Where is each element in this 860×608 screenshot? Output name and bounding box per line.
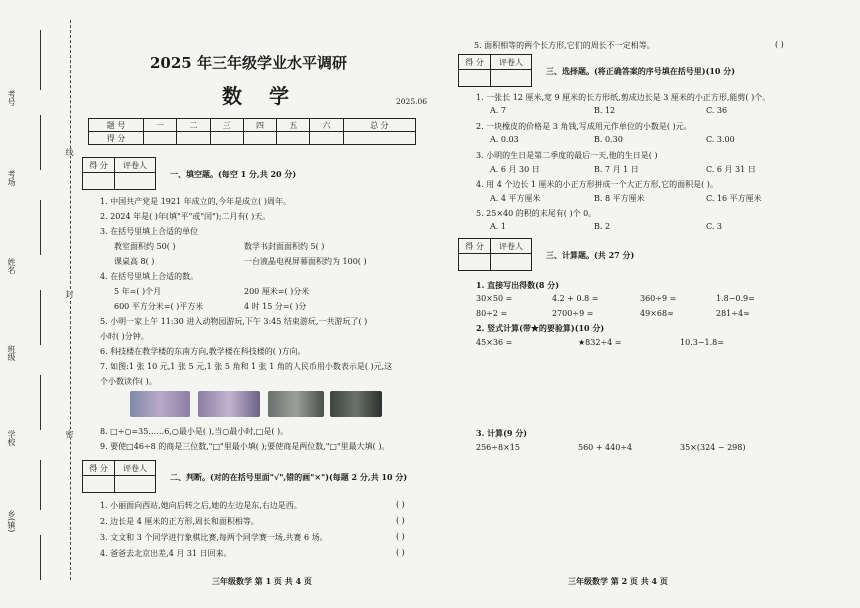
- calc-item: 1.8−0.9=: [716, 294, 755, 303]
- grader-box-1: [82, 157, 156, 190]
- dashed-label-mi: 密: [65, 430, 74, 438]
- sec1-q5-line1: 5. 小明一家上午 11:30 进入动物园游玩,下午 3:45 结束游玩,一共游玩了( ): [100, 317, 368, 326]
- calc-item: 281÷4≈: [716, 309, 750, 318]
- score-cell: 四: [243, 119, 276, 132]
- sec2-q2: 2. 边长是 4 厘米的正方形,周长和面积相等。: [100, 517, 259, 526]
- banknote-5-yuan-image: [198, 391, 260, 417]
- grader-score-cell[interactable]: [83, 476, 115, 493]
- label-xuexiao: 学校: [7, 430, 16, 446]
- mixed-calc-item: 560 + 440÷4: [578, 443, 633, 452]
- grader-name-cell[interactable]: [115, 476, 156, 493]
- banknote-5-jiao-image: [268, 391, 324, 417]
- sec3-q4-option-b: B. 8 平方厘米: [594, 194, 645, 203]
- sec3-q1-option-b: B. 12: [594, 106, 616, 115]
- sec2-q4-answer[interactable]: ( ): [396, 548, 405, 557]
- exam-title: 2025 年三年级学业水平调研: [150, 54, 347, 72]
- sec1-q3a: 教室面积约 50( ): [114, 242, 176, 251]
- kaochang-line: [40, 115, 41, 170]
- sec1-q5-line2: 小时( )分钟。: [100, 332, 149, 341]
- grader-label: 评卷人: [115, 158, 156, 173]
- sec1-title: 一、填空题。(每空 1 分,共 20 分): [170, 169, 297, 179]
- sec3-q2-option-a: A. 0.03: [490, 135, 519, 144]
- grader-score-cell[interactable]: [459, 70, 491, 87]
- calc-item: 80÷2 =: [476, 309, 508, 318]
- score-table: [88, 118, 416, 145]
- grader-score-label: 得 分: [83, 158, 115, 173]
- score-cell[interactable]: [310, 132, 343, 145]
- score-cell: 五: [277, 119, 310, 132]
- banknote-10-yuan-image: [130, 391, 190, 417]
- calc-item: 30×50 =: [476, 294, 513, 303]
- calc-item: 4.2 + 0.8 =: [552, 294, 599, 303]
- calc-item: 2700÷9 =: [552, 309, 594, 318]
- sec3-q3-option-a: A. 6 月 30 日: [490, 165, 540, 174]
- xiang-line-2: [40, 535, 41, 580]
- sec1-q7-line1: 7. 如图:1 张 10 元,1 张 5 元,1 张 5 角和 1 张 1 角的人民币用小数表示是( )元,这: [100, 362, 393, 371]
- mixed-calc-item: 35×(324 − 298): [680, 443, 746, 452]
- sec4-part2: 2. 竖式计算(带★的要验算)(10 分): [476, 323, 605, 333]
- grader-name-cell[interactable]: [491, 70, 532, 87]
- score-cell[interactable]: [144, 132, 177, 145]
- sec3-q1: 1. 一张长 12 厘米,宽 9 厘米的长方形纸,剪成边长是 3 厘米的小正方形,能剪( )个。: [476, 93, 771, 102]
- sec1-q3c: 课桌高 8( ): [114, 257, 155, 266]
- sec2-title: 二、判断。(对的在括号里面"√",错的画"×")(每题 2 分,共 10 分): [170, 472, 408, 482]
- sec3-title: 三、选择题。(将正确答案的序号填在括号里)(10 分): [546, 66, 736, 76]
- score-cell[interactable]: [177, 132, 210, 145]
- sec3-q2-option-c: C. 3.00: [706, 135, 735, 144]
- sec1-q6: 6. 科技楼在教学楼的东南方向,教学楼在科技楼的( )方向。: [100, 347, 306, 356]
- sec1-q8: 8. □÷○=35……6,○最小是( ),当○最小时,□是( )。: [100, 427, 289, 436]
- grader-score-label: 得 分: [459, 239, 491, 254]
- label-xiang: 乡(镇): [7, 510, 16, 533]
- score-cell: 六: [310, 119, 343, 132]
- sec3-q3-option-c: C. 6 月 31 日: [706, 165, 756, 174]
- subject-title: 数 学: [222, 84, 299, 108]
- sec2-q1-answer[interactable]: ( ): [396, 500, 405, 509]
- banknote-1-jiao-image: [330, 391, 382, 417]
- sec4-part1: 1. 直接写出得数(8 分): [476, 280, 560, 290]
- vertical-calc-item: 10.3−1.8=: [680, 338, 724, 347]
- label-kaohao: 考号: [7, 90, 16, 106]
- sec2-q2-answer[interactable]: ( ): [396, 516, 405, 525]
- score-cell: 三: [210, 119, 243, 132]
- sec1-q4b: 200 厘米=( )分米: [244, 287, 310, 296]
- sec3-q1-option-a: A. 7: [490, 106, 506, 115]
- label-banji: 班级: [7, 345, 16, 361]
- dashed-label-feng: 封: [65, 290, 74, 298]
- sec1-q4d: 4 时 15 分=( )分: [244, 302, 307, 311]
- exam-date: 2025.06: [396, 97, 428, 106]
- sec2-q5-answer[interactable]: ( ): [775, 40, 784, 49]
- sec2-q1: 1. 小丽面向西站,她向后转之后,她的左边是东,右边是西。: [100, 501, 302, 510]
- sec4-title: 三、计算题。(共 27 分): [546, 250, 635, 260]
- score-table-score-row: [89, 132, 416, 145]
- vertical-calc-item: 45×36 =: [476, 338, 513, 347]
- sec1-q4c: 600 平方分米=( )平方米: [114, 302, 204, 311]
- grader-name-cell[interactable]: [491, 254, 532, 271]
- xiang-line: [40, 460, 41, 510]
- xingming-line: [40, 200, 41, 255]
- grader-label: 评卷人: [491, 55, 532, 70]
- sec1-q2: 2. 2024 年是( )年(填"平"或"闰");二月有( )天。: [100, 212, 271, 221]
- calc-item: 49×68≈: [640, 309, 674, 318]
- dashed-label-xian: 线: [65, 148, 74, 156]
- sec3-q3-option-b: B. 7 月 1 日: [594, 165, 639, 174]
- sec3-q4: 4. 用 4 个边长 1 厘米的小正方形拼成一个大正方形,它的面积是( )。: [476, 180, 718, 189]
- sec1-q3: 3. 在括号里填上合适的单位: [100, 227, 199, 236]
- sec1-q9: 9. 要使□46÷8 的商是三位数,"□"里最小填( );要使商是两位数,"□"里最大填( )。: [100, 442, 390, 451]
- sec1-q7-line2: 个小数读作( )。: [100, 377, 157, 386]
- sec3-q5-option-a: A. 1: [490, 222, 506, 231]
- grader-label: 评卷人: [491, 239, 532, 254]
- score-cell: 题 号: [89, 119, 144, 132]
- grader-box-2: [82, 460, 156, 493]
- grader-box-4: [458, 238, 532, 271]
- sec2-q3: 3. 文文和 3 个同学进行象棋比赛,每两个同学赛一场,共赛 6 场。: [100, 533, 328, 542]
- grader-score-cell[interactable]: [83, 173, 115, 190]
- sec1-q4: 4. 在括号里填上合适的数。: [100, 272, 199, 281]
- score-cell: 总 分: [343, 119, 415, 132]
- sec2-q4: 4. 爸爸去北京出差,4 月 31 日回来。: [100, 549, 232, 558]
- kaohao-line: [40, 30, 41, 90]
- sec3-q3: 3. 小明的生日是第二季度的最后一天,他的生日是( ): [476, 151, 658, 160]
- sec3-q2: 2. 一块橡皮的价格是 3 角钱,写成用元作单位的小数是( )元。: [476, 122, 692, 131]
- score-cell[interactable]: [343, 132, 415, 145]
- grader-name-cell[interactable]: [115, 173, 156, 190]
- sec4-part3: 3. 计算(9 分): [476, 428, 528, 438]
- score-cell[interactable]: [243, 132, 276, 145]
- sec3-q4-option-c: C. 16 平方厘米: [706, 194, 762, 203]
- footer-page-2: 三年级数学 第 2 页 共 4 页: [568, 576, 668, 586]
- sec2-q5: 5. 面积相等的两个长方形,它们的周长不一定相等。: [474, 41, 655, 50]
- sec3-q5: 5. 25×40 的积的末尾有( )个 0。: [476, 209, 597, 218]
- label-xingming: 姓名: [7, 258, 16, 274]
- sec3-q2-option-b: B. 0.30: [594, 135, 623, 144]
- grader-score-cell[interactable]: [459, 254, 491, 271]
- binding-dashed-line: [70, 20, 71, 580]
- sec1-q4a: 5 年=( )个月: [114, 287, 162, 296]
- label-kaochang: 考场: [7, 170, 16, 186]
- banji-line: [40, 290, 41, 345]
- grader-label: 评卷人: [115, 461, 156, 476]
- score-cell[interactable]: [277, 132, 310, 145]
- sec3-q5-option-b: B. 2: [594, 222, 611, 231]
- sec2-q3-answer[interactable]: ( ): [396, 532, 405, 541]
- grader-box-3: [458, 54, 532, 87]
- vertical-calc-item: ★832÷4 =: [578, 338, 622, 347]
- sec1-q3d: 一台液晶电视屏幕面积约为 100( ): [244, 257, 367, 266]
- sec3-q4-option-a: A. 4 平方厘米: [490, 194, 541, 203]
- sec3-q1-option-c: C. 36: [706, 106, 728, 115]
- score-table-header-row: [89, 119, 416, 132]
- grader-score-label: 得 分: [459, 55, 491, 70]
- score-cell: 二: [177, 119, 210, 132]
- calc-item: 360÷9 =: [640, 294, 677, 303]
- sec3-q5-option-c: C. 3: [706, 222, 723, 231]
- sec1-q1: 1. 中国共产党是 1921 年成立的,今年是成立( )周年。: [100, 197, 291, 206]
- footer-page-1: 三年级数学 第 1 页 共 4 页: [212, 576, 312, 586]
- grader-score-label: 得 分: [83, 461, 115, 476]
- score-cell: 得 分: [89, 132, 144, 145]
- score-cell: 一: [144, 119, 177, 132]
- sec1-q3b: 数学书封面面积约 5( ): [244, 242, 325, 251]
- mixed-calc-item: 256÷8×15: [476, 443, 520, 452]
- score-cell[interactable]: [210, 132, 243, 145]
- xuexiao-line: [40, 375, 41, 430]
